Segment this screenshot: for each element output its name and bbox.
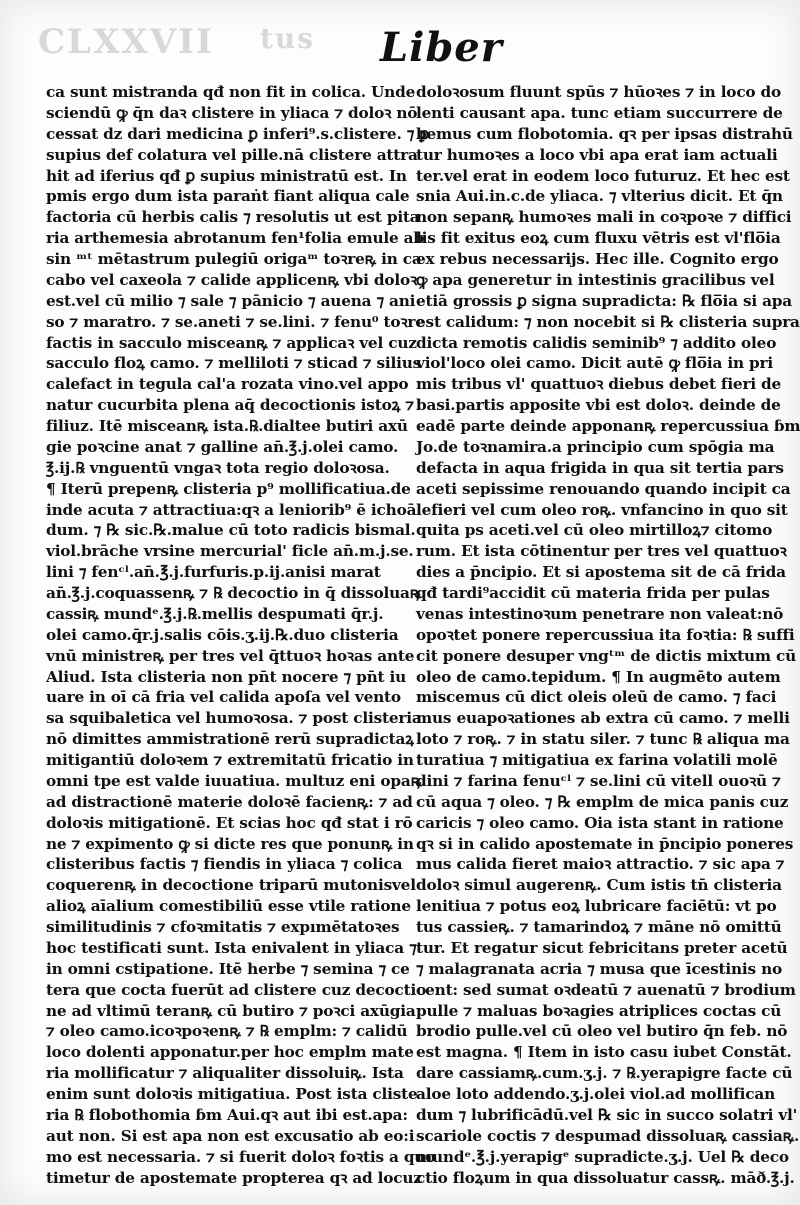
text-line: bemus cum flobotomia. qꝛ per ipsas distrahū [416,124,793,143]
text-line: tur humoꝛes a loco vbi apa erat iam actuali [416,145,778,164]
text-line: vnū ministreꝶ per tres vel q̄ttuoꝛ hoꝛas ante [46,646,415,665]
text-line: rum. Et ista cōtinentur per tres vel quattuoꝛ [416,542,787,561]
text-line: doloꝛis mitigationē. Et scias hoc qđ stat i rō [46,813,413,832]
text-line: cent: sed sumat oꝛdeatū ⁊ auenatū ⁊ brodium [416,980,796,999]
text-line: in omni cstipatione. Itē herbe ⁊ semina ⁊ ce [46,959,410,978]
text-line: clisteribus factis ⁊ fiendis in yliaca ⁊ colica [46,855,403,874]
text-line: eadē parte deinde apponanꝶ repercussiua ɓm [416,417,800,435]
text-line: dum ⁊ lubrificādū.vel ℞ sic in succo solatri vl' [416,1105,798,1124]
text-line: ꝙ apa generetur in intestinis gracilibus vel [416,270,775,289]
text-line: pmis ergo dum ista paraṅt fiant aliqua cale [46,187,410,206]
text-line: calefact in tegula cal'a rozata vino.vel appo [46,375,409,394]
text-line: mitigantiū doloꝛem ⁊ extremitatū fricatio in [46,751,414,769]
text-line: sciendū ꝙ q̄n daꝛ clistere in yliaca ⁊ doloꝛ nō [46,103,418,122]
text-line: supius def colatura vel pille.nā clistere attra [46,145,418,164]
text-line: mus euapoꝛationes ab extra cū camo. ⁊ melli [416,709,790,728]
text-line: ca sunt mistranda qđ non fit in colica. Unde [46,83,416,101]
text-line: ⁊ oleo camo.icoꝛpoꝛenꝶ ⁊ ℞ emplm: ⁊ calidū [46,1022,408,1041]
text-line: est.vel cū milio ⁊ sale ⁊ pānicio ⁊ auena ⁊ ani [46,291,416,310]
text-line: Jo.de toꝛnamira.a principio cum spōgia ma [416,437,775,456]
text-line: loto ⁊ roꝶ. ⁊ in statu siler. ⁊ tunc ℞ aliqua ma [416,730,790,749]
text-line: caricis ⁊ oleo camo. Oia ista stant in ratione [416,813,784,832]
text-line: aloe loto addendo.ʒ.j.olei viol.ad mollifican [416,1085,775,1103]
text-line: oleo de camo.tepidum. ¶ In augmēto autem [416,667,781,686]
text-line: mundᵉ.℥.j.yerapigᵉ supradicte.ʒ.j. Uel ℞ deco [416,1147,789,1166]
text-line: ne ad vltimū teranꝶ cū butiro ⁊ poꝛci axūgia [46,1001,416,1020]
bleed-through-text: tus [260,22,316,55]
text-line: so ⁊ maratro. ⁊ se.aneti ⁊ se.lini. ⁊ fenu⁰ toꝛre [46,312,425,331]
text-line: dini ⁊ farina fenuᶜˡ ⁊ se.lini cū vitell ouoꝛū ⁊ [416,771,781,790]
text-line: turatiua ⁊ mitigatiua ex farina volatili molē [416,751,778,769]
text-line: est magna. ¶ Item in isto casu iubet Constāt. [416,1043,792,1062]
text-line: lefieri vel cum oleo roꝶ. vnfancino in quo sit [416,500,788,519]
right-text-column [416,82,800,1188]
text-line: alioꝝ aīalium comestibiliū esse vtile ratione [46,897,411,916]
text-line: viol.brāche vrsine mercurial' ficle an̄.m.j.se. [46,542,414,561]
text-line: mis tribus vl' quattuoꝛ diebus debet fieri de [416,375,782,394]
text-line: uare in oī cā fria vel calida apoſa vel vento [46,688,401,707]
text-line: dare cassiamꝶ.cum.ʒ.j. ⁊ ℞.yerapigre facte cū [416,1064,793,1083]
text-line: aut non. Si est apa non est excusatio ab eo:i [46,1126,415,1145]
bleed-through-folio: CLXXVII [38,22,214,62]
text-line: ¶ Iterū prepenꝶ clisteria p⁹ mollificatiua.de [46,479,411,498]
text-line: ter.vel erat in eodem loco futuruz. Et hec est [416,166,790,185]
text-line: coquerenꝶ in decoctione triparū mutonisvel [46,876,416,895]
text-line: factoria cū herbis calis ⁊ resolutis ut est pita [46,208,420,227]
text-line: brodio pulle.vel cū oleo vel butiro q̄n feb. nō [416,1022,788,1041]
text-line: doloꝛ simul augerenꝶ. Cum istis tn̄ clisteria [416,876,782,895]
text-line: ad distractionē materie doloꝛē facienꝶ: ⁊ ad [46,792,413,811]
text-line: miscemus cū dict oleis oleū de camo. ⁊ faci [416,688,777,707]
text-line: lenti causant apa. tunc etiam succurrere de [416,103,783,122]
text-line: ria mollificatur ⁊ aliqualiter dissoluiꝶ. Ista [46,1064,404,1083]
text-line: ℥.ij.℞ vnguentū vngaꝛ tota regio doloꝛosa. [46,458,390,477]
text-line: viol'loco olei camo. Dicit autē ꝙ flo̅ia in pri [416,354,773,373]
text-line: omni tpe est valde iuuatiua. multuz eni opaꝶ [46,771,422,790]
text-line: hoc testificati sunt. Ista enivalent in yliaca ⁊ [46,938,417,957]
text-line: ctio floꝝum in qua dissoluatur cassꝶ. māð.℥.j. [416,1168,795,1187]
text-line: similitudinis ⁊ cfoꝛmitatis ⁊ expımētatoꝛes [46,918,400,936]
text-line: ⁊ malagranata acria ⁊ musa que īcestinis no [416,959,782,978]
text-line: venas intestinoꝛum penetrare non valeat:nō [416,604,784,623]
text-line: loco dolenti apponatur.per hoc emplm mate [46,1043,414,1062]
text-line: filiuz. Itē misceanꝶ ista.℞.dialtee butiri axū [46,417,408,435]
text-line: sa squibaletica vel humoꝛosa. ⁊ post clisteria [46,709,422,728]
running-head: Liber [380,24,503,71]
text-line: doloꝛosum fluunt spūs ⁊ hūoꝛes ⁊ in loco do [416,83,782,101]
text-line: ria ℞ flobothomia ɓm Aui.qꝛ aut ibi est.apa: [46,1105,408,1124]
text-line: tera que cocta fuerūt ad clistere cuz decoctio [46,980,427,999]
text-line: natur cucurbita plena aq̄ decoctionis istoꝝ ⁊ [46,396,414,415]
text-line: cū aqua ⁊ oleo. ⁊ ℞ emplm de mica panis cuz [416,792,789,811]
text-line: gie poꝛcine anat ⁊ galline an̄.℥.j.olei camo. [46,437,399,456]
text-line: quita ps aceti.vel cū oleo mirtilloꝝ⁊ citomo [416,521,773,540]
text-line: dies a p̄ncipio. Et si apostema sit de cā frida [416,563,786,582]
text-line: defacta in aqua frigida in qua sit tertia pars [416,458,784,477]
text-line: ex rebus necessarijs. Hec ille. Cognito ergo [416,250,779,268]
text-line: basi.partis apposite vbi est doloꝛ. deinde de [416,396,781,415]
text-line: sacculo floꝝ camo. ⁊ melliloti ⁊ sticad ⁊ silius [46,354,422,373]
text-line: enim sunt doloꝛis mitigatiua. Post ista cliste [46,1085,418,1103]
text-line: nō dimittes ammistrationē rerū supradictaꝝ [46,730,414,749]
text-line: tur. Et regatur sicut febricitans preter acetū [416,938,788,957]
text-line: qꝛ si in calido apostemate in p̄ncipio poneres [416,834,794,853]
text-line: mo est necessaria. ⁊ si fuerit doloꝛ foꝛtis a quo [46,1147,436,1166]
text-line: lenitiua ⁊ potus eoꝝ lubricare faciētū: vt po [416,897,777,916]
text-line: cessat dz dari medicina ꝑ inferi⁹.s.clistere. ⁊ ꝑ [46,124,429,143]
left-text-column [46,82,436,1188]
text-line: Aliud. Ista clisteria non pn̄t nocere ⁊ pn̄t iu [46,667,407,686]
text-line: cassiꝶ mundᵉ.℥.j.℞.mellis despumati q̄r.j. [46,604,384,623]
text-line: scariole coctis ⁊ despumad dissoluaꝶ cassiaꝶ. [416,1126,800,1145]
text-line: tus cassieꝶ. ⁊ tamarindoꝝ ⁊ māne nō omittū [416,918,782,936]
text-line: an̄.℥.j.coquassenꝶ ⁊ ℞ decoctio in q̄ dissoluaꝶ [46,584,422,602]
text-line: pulle ⁊ maluas boꝛagies atriplices coctas cū [416,1001,782,1020]
text-line: inde acuta ⁊ attractiua:qꝛ a leniorib⁹ ē ichoā [46,500,417,519]
text-line: factis in sacculo misceanꝶ ⁊ applicaꝛ vel cuz [46,333,417,352]
text-line: sin ᵐᵗ mētastrum pulegiū origaᵐ toꝛreꝶ in ca [46,250,422,268]
text-line: qđ tardi⁹accidit cū materia frida per pulas [416,584,770,602]
text-line: lini ⁊ fenᶜˡ.an̄.℥.j.furfuris.p.ij.anisi marat [46,563,381,582]
text-line: opoꝛtet ponere repercussiua ita foꝛtia: ℞ suffi [416,625,795,644]
text-line: lis fit exitus eoꝝ cum fluxu vētris est vl'flo̅ia [416,229,781,248]
text-line: etiā grossis ꝑ signa supradicta: ℞ flo̅ia si apa [416,291,793,310]
text-line: snia Aui.in.c.de yliaca. ⁊ vlterius dicit. Et q̄n [416,187,783,206]
text-line: ria arthemesia abrotanum fen¹folia emule ab [46,229,424,248]
text-line: hit ad iferius qđ ꝑ supius ministratū est. In [46,166,407,185]
text-line: olei camo.q̄r.j.salis cōis.ʒ.ij.℞.duo clisteria [46,625,399,644]
text-line: mus calida fieret maioꝛ attractio. ⁊ sic apa ⁊ [416,855,785,874]
text-line: timetur de apostemate propterea qꝛ ad locuz [46,1168,422,1187]
text-line: non sepanꝶ humoꝛes mali in coꝛpoꝛe ⁊ diffici [416,208,792,227]
text-line: dum. ⁊ ℞ sic.℞.malue cū toto radicis bismal. [46,521,416,540]
text-line: cabo vel caxeola ⁊ calide applicenꝶ vbi doloꝛ [46,270,418,289]
text-line: ne ⁊ expimento ꝙ si dicte res que ponunꝶ in [46,834,414,853]
text-line: dicta remotis calidis seminib⁹ ⁊ addito oleo [416,333,777,352]
text-line: est calidum: ⁊ non nocebit si ℞ clisteria supra [416,312,800,331]
text-line: aceti sepissime renouando quando incipit ca [416,479,791,498]
text-line: cit ponere desuper vngᵗᵐ de dictis mixtum cū [416,646,797,665]
